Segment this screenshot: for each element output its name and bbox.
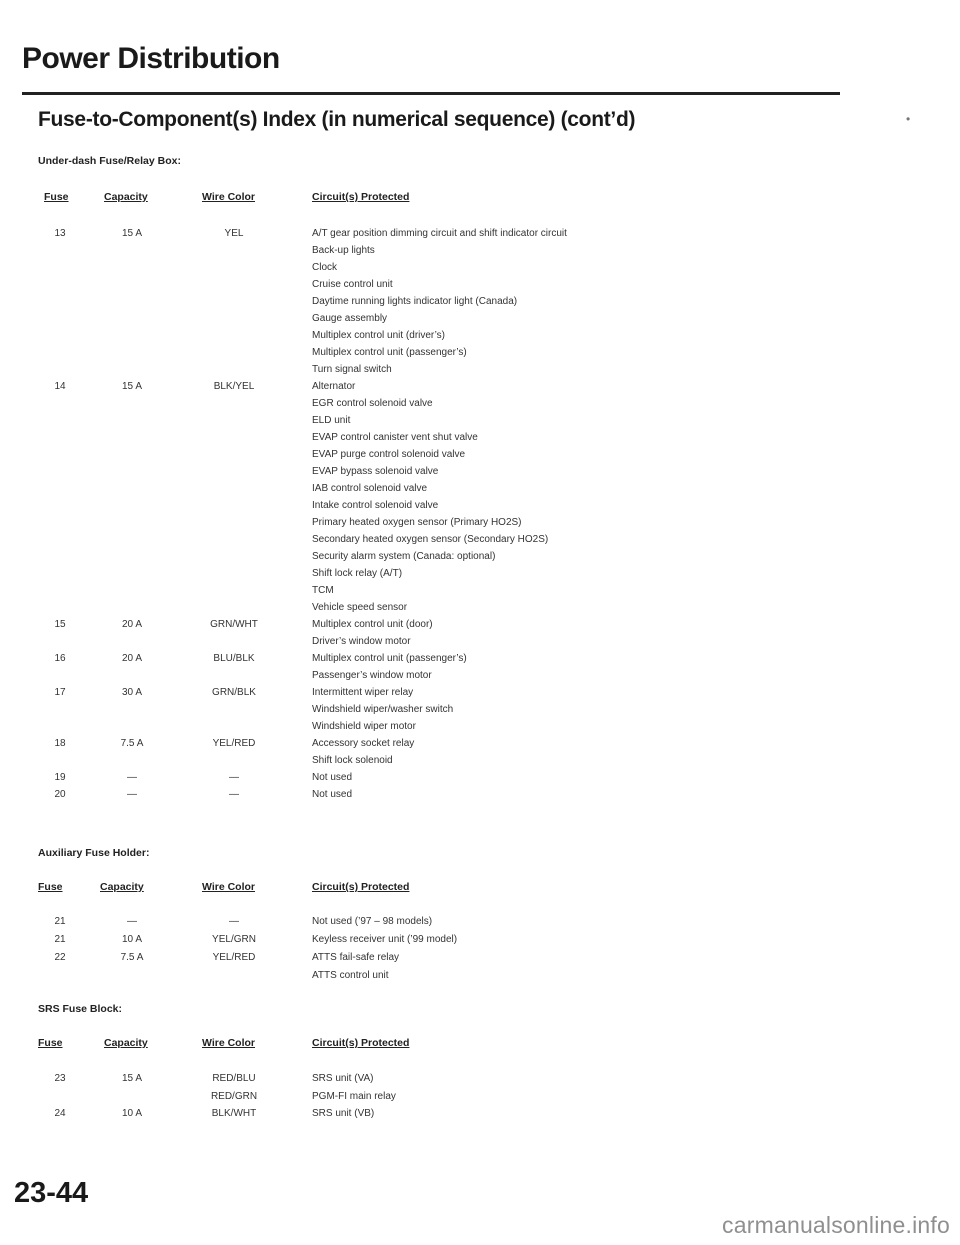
circuit-item: Security alarm system (Canada: optional)	[312, 551, 496, 562]
fuse-number: 20	[54, 789, 66, 800]
circuit-item: Clock	[312, 262, 338, 273]
circuits-protected	[312, 685, 453, 736]
underdash-header-fuse: Fuse	[44, 191, 69, 203]
circuit-item: Intermittent wiper relay	[312, 687, 414, 698]
srs-header-fuse: Fuse	[38, 1037, 63, 1049]
fuse-number: 19	[54, 772, 66, 783]
wire-color: GRN/BLK	[212, 687, 256, 698]
srs-caption: SRS Fuse Block:	[38, 1003, 123, 1015]
circuit-item: ELD unit	[312, 415, 351, 426]
circuit-item: IAB control solenoid valve	[312, 483, 428, 494]
circuit-item: Secondary heated oxygen sensor (Secondary HO2S)	[312, 534, 549, 545]
circuit-item: Not used (’97 – 98 models)	[312, 916, 433, 927]
circuit-item: EGR control solenoid valve	[312, 398, 433, 409]
circuits-protected	[312, 651, 467, 685]
circuits-protected	[312, 1089, 396, 1107]
wire-color: YEL/GRN	[212, 934, 256, 945]
circuits-protected	[312, 950, 399, 986]
fuse-capacity: 30 A	[121, 687, 143, 698]
auxiliary-header-capacity: Capacity	[100, 881, 144, 893]
circuits-protected	[312, 226, 567, 379]
circuit-item: SRS unit (VB)	[312, 1108, 375, 1119]
circuits-protected	[312, 770, 352, 787]
fuse-capacity: 20 A	[121, 619, 143, 630]
fuse-capacity: 15 A	[121, 1073, 143, 1084]
fuse-capacity: —	[127, 789, 137, 800]
circuit-item: SRS unit (VA)	[312, 1073, 374, 1084]
circuit-item: EVAP control canister vent shut valve	[312, 432, 478, 443]
title-rule	[22, 92, 840, 95]
circuit-item: Turn signal switch	[312, 364, 392, 375]
circuits-protected	[312, 1071, 374, 1089]
underdash-header-capacity: Capacity	[104, 191, 148, 203]
circuits-protected	[312, 914, 432, 932]
circuit-item: Not used	[312, 772, 353, 783]
wire-color: YEL	[224, 228, 244, 239]
wire-color: YEL/RED	[212, 738, 256, 749]
underdash-header-wire: Wire Color	[202, 191, 255, 203]
wire-color: RED/BLU	[212, 1073, 256, 1084]
fuse-capacity: 15 A	[121, 381, 143, 392]
circuit-item: Windshield wiper motor	[312, 721, 416, 732]
circuit-item: Back-up lights	[312, 245, 375, 256]
auxiliary-header-fuse: Fuse	[38, 881, 63, 893]
underdash-caption: Under-dash Fuse/Relay Box:	[38, 155, 181, 167]
margin-mark: •	[906, 112, 911, 126]
wire-color: BLU/BLK	[213, 653, 255, 664]
circuit-item: Not used	[312, 789, 353, 800]
wire-color: GRN/WHT	[210, 619, 258, 630]
wire-color: BLK/WHT	[211, 1108, 257, 1119]
circuit-item: Vehicle speed sensor	[312, 602, 408, 613]
circuit-item: Primary heated oxygen sensor (Primary HO2S)	[312, 517, 522, 528]
circuit-item: Keyless receiver unit (’99 model)	[312, 934, 458, 945]
page-number: 23-44	[14, 1177, 89, 1209]
auxiliary-caption: Auxiliary Fuse Holder:	[38, 847, 150, 859]
circuit-item: Shift lock solenoid	[312, 755, 393, 766]
wire-color: RED/GRN	[210, 1090, 258, 1102]
circuits-protected	[312, 932, 457, 950]
circuit-item: Alternator	[312, 381, 356, 392]
wire-color: —	[229, 772, 239, 783]
fuse-number: 15	[54, 619, 66, 630]
fuse-number: 23	[54, 1073, 66, 1084]
circuit-item: Passenger’s window motor	[312, 670, 432, 681]
fuse-number: 22	[54, 952, 66, 963]
wire-color: —	[229, 789, 239, 800]
fuse-capacity: —	[127, 916, 137, 927]
page-title: Power Distribution	[22, 42, 280, 75]
fuse-number: 21	[54, 934, 66, 945]
circuit-item: ATTS fail-safe relay	[312, 952, 400, 963]
wire-color: BLK/YEL	[213, 381, 255, 392]
circuits-protected	[312, 379, 548, 617]
circuit-item: Shift lock relay (A/T)	[312, 568, 403, 579]
circuit-item: Multiplex control unit (passenger’s)	[312, 653, 467, 664]
circuit-item: PGM-FI main relay	[312, 1090, 396, 1102]
circuits-protected	[312, 787, 352, 804]
circuit-item: Cruise control unit	[312, 279, 393, 290]
fuse-number: 18	[54, 738, 66, 749]
circuit-item: Driver’s window motor	[312, 636, 411, 647]
circuits-protected	[312, 617, 433, 651]
fuse-capacity: 10 A	[121, 934, 143, 945]
srs-header-capacity: Capacity	[104, 1037, 148, 1049]
fuse-number: 24	[54, 1108, 66, 1119]
fuse-capacity: 20 A	[121, 653, 143, 664]
underdash-header-circuits: Circuit(s) Protected	[312, 191, 410, 203]
srs-header-circuits: Circuit(s) Protected	[312, 1037, 410, 1049]
fuse-capacity: 7.5 A	[120, 738, 144, 749]
fuse-number: 16	[54, 653, 66, 664]
circuits-protected	[312, 1106, 374, 1124]
circuit-item: Intake control solenoid valve	[312, 500, 439, 511]
auxiliary-header-circuits: Circuit(s) Protected	[312, 881, 410, 893]
fuse-number: 13	[54, 228, 66, 239]
wire-color: YEL/RED	[212, 952, 256, 963]
circuit-item: ATTS control unit	[312, 970, 389, 981]
circuit-item: Daytime running lights indicator light (Canada)	[312, 296, 518, 307]
fuse-capacity: 15 A	[121, 228, 143, 239]
circuit-item: Gauge assembly	[312, 313, 388, 324]
circuit-item: A/T gear position dimming circuit and shift indicator circuit	[312, 228, 567, 239]
circuit-item: TCM	[312, 585, 334, 596]
auxiliary-header-wire: Wire Color	[202, 881, 255, 893]
circuit-item: Accessory socket relay	[312, 738, 415, 749]
circuit-item: Multiplex control unit (door)	[312, 619, 433, 630]
circuits-protected	[312, 736, 414, 770]
fuse-number: 14	[54, 381, 66, 392]
section-title: Fuse-to-Component(s) Index (in numerical sequence) (cont’d)	[38, 108, 636, 131]
fuse-number: 17	[54, 687, 66, 698]
watermark: carmanualsonline.info	[722, 1212, 950, 1238]
circuit-item: Windshield wiper/washer switch	[312, 704, 454, 715]
circuit-item: EVAP purge control solenoid valve	[312, 449, 466, 460]
fuse-capacity: —	[127, 772, 137, 783]
fuse-number: 21	[54, 916, 66, 927]
fuse-capacity: 7.5 A	[120, 952, 144, 963]
circuit-item: Multiplex control unit (passenger’s)	[312, 347, 467, 358]
srs-header-wire: Wire Color	[202, 1037, 255, 1049]
fuse-capacity: 10 A	[121, 1108, 143, 1119]
wire-color: —	[229, 916, 239, 927]
circuit-item: Multiplex control unit (driver’s)	[312, 330, 446, 341]
circuit-item: EVAP bypass solenoid valve	[312, 466, 439, 477]
